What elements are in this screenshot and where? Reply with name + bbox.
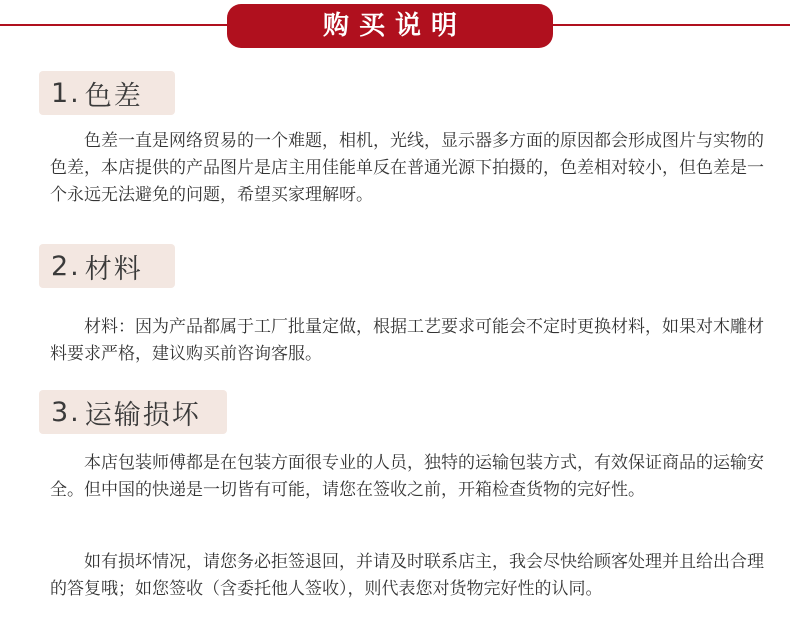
section-title: 材料	[84, 253, 143, 285]
section-title: 运输损坏	[84, 399, 201, 431]
section-number: 2.	[51, 250, 81, 282]
section-paragraph: 材料：因为产品都属于工厂批量定做，根据工艺要求可能会不定时更换材料，如果对木雕材料要求严格，建议购买前咨询客服。	[50, 317, 764, 364]
section-heading-color-difference	[39, 71, 175, 115]
section-number: 3.	[51, 396, 81, 428]
section-number: 1.	[51, 77, 81, 109]
section-paragraph: 色差一直是网络贸易的一个难题，相机，光线，显示器多方面的原因都会形成图片与实物的色差，本店提供的产品图片是店主用佳能单反在普通光源下拍摄的，色差相对较小，但色差是一个永远无法避免的问题，希望买家理解呀。	[50, 131, 764, 205]
section-paragraph: 本店包装师傅都是在包装方面很专业的人员，独特的运输包装方式，有效保证商品的运输安全。但中国的快递是一切皆有可能，请您在签收之前，开箱检查货物的完好性。	[50, 453, 764, 500]
section-title: 色差	[84, 80, 143, 112]
section-paragraph: 如有损坏情况，请您务必拒签退回，并请及时联系店主，我会尽快给顾客处理并且给出合理的答复哦；如您签收（含委托他人签收），则代表您对货物完好性的认同。	[50, 552, 764, 599]
section-heading-materials	[39, 244, 175, 288]
section-heading-shipping-damage	[39, 390, 227, 434]
page-title: 购买说明	[227, 4, 553, 48]
